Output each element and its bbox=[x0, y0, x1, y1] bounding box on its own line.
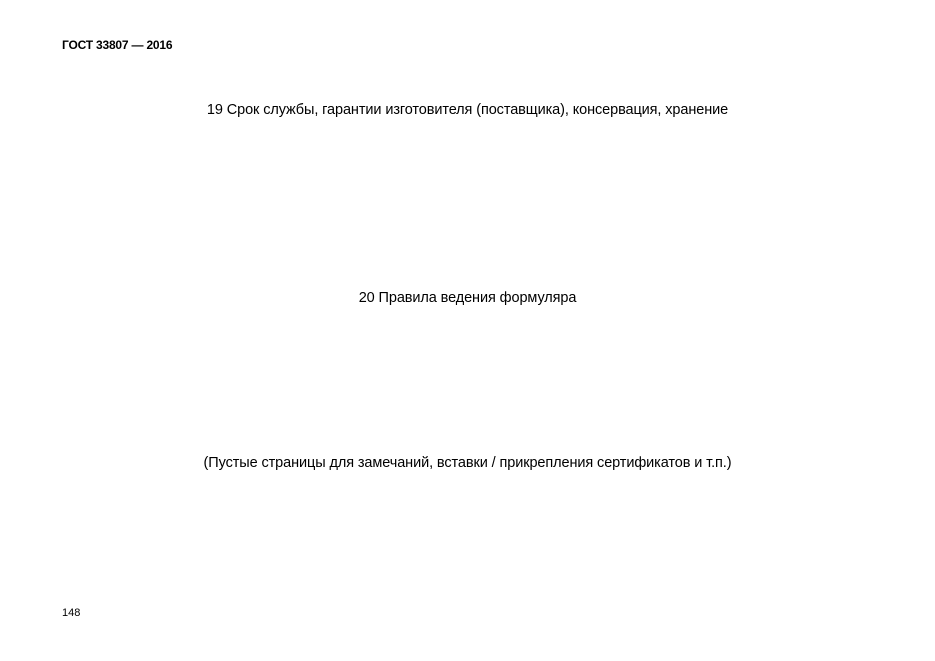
blank-pages-note: (Пустые страницы для замечаний, вставки / прикрепления сертификатов и т.п.) bbox=[203, 455, 732, 471]
page-number: 148 bbox=[62, 607, 81, 619]
section-19-title: 19 Срок службы, гарантии изготовителя (поставщика), консервация, хранение bbox=[206, 102, 729, 118]
section-20-title: 20 Правила ведения формуляра bbox=[358, 290, 577, 306]
standard-code-header: ГОСТ 33807 — 2016 bbox=[62, 38, 173, 52]
